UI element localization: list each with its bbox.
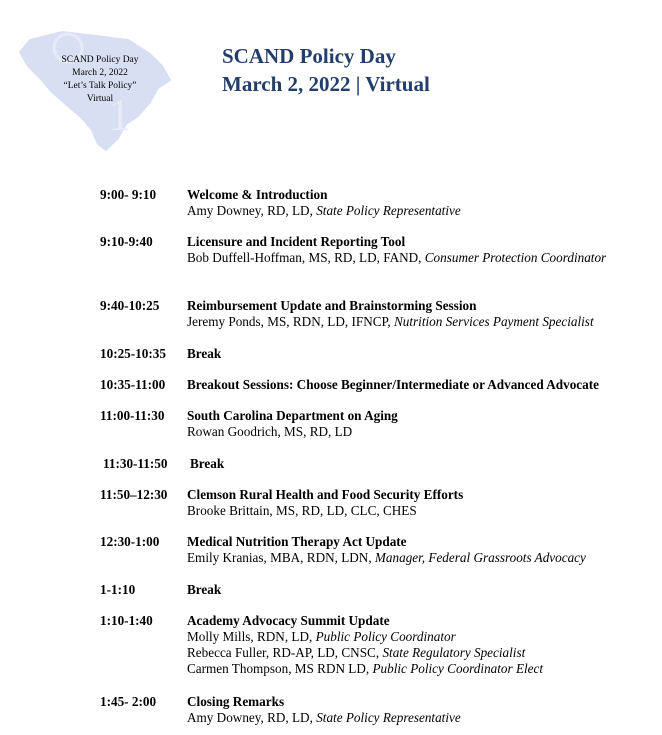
session-title: Medical Nutrition Therapy Act Update — [187, 534, 407, 549]
session-title: Clemson Rural Health and Food Security Efforts — [187, 487, 464, 502]
speaker-role: State Regulatory Specialist — [382, 645, 526, 660]
logo-text — [36, 54, 164, 106]
session-title: Break — [187, 582, 222, 597]
session-title: Break — [190, 456, 225, 471]
page-title: SCAND Policy Day — [222, 44, 396, 68]
agenda-content — [187, 187, 657, 219]
speaker-name: Rowan Goodrich, MS, RD, LD — [187, 424, 353, 439]
session-title: Welcome & Introduction — [187, 187, 328, 202]
logo-line: Virtual — [86, 94, 114, 104]
agenda-content — [187, 408, 657, 440]
agenda-time: 11:50–12:30 — [100, 487, 168, 502]
speaker — [187, 661, 657, 677]
speaker-name: Bob Duffell-Hoffman, MS, RD, LD, FAND, — [187, 250, 425, 265]
speaker — [187, 314, 657, 330]
speaker-role: Nutrition Services Payment Specialist — [394, 314, 594, 329]
agenda-time: 9:40-10:25 — [100, 298, 160, 313]
session-title: Break — [187, 346, 222, 361]
speaker-role: Consumer Protection Coordinator — [424, 250, 607, 265]
event-logo — [10, 18, 180, 158]
speaker-role: State Policy Representative — [316, 710, 461, 725]
agenda-time: 9:10-9:40 — [100, 234, 153, 249]
agenda-content — [187, 487, 657, 519]
speaker-name: Jeremy Ponds, MS, RDN, LD, IFNCP, — [187, 314, 394, 329]
agenda-time: 11:00-11:30 — [100, 408, 165, 423]
speaker-name: Molly Mills, RDN, LD, — [187, 629, 316, 644]
speaker — [187, 710, 657, 726]
agenda-time: 9:00- 9:10 — [100, 187, 157, 202]
session-title: Reimbursement Update and Brainstorming Session — [187, 298, 477, 313]
speaker-name: Amy Downey, RD, LD, — [187, 710, 317, 725]
agenda-time: 12:30-1:00 — [100, 534, 160, 549]
session-title: Licensure and Incident Reporting Tool — [187, 234, 406, 249]
agenda-time: 1:10-1:40 — [100, 613, 153, 628]
speaker-name: Amy Downey, RD, LD, — [187, 203, 317, 218]
speaker-name: Brooke Brittain, MS, RD, LD, CLC, CHES — [187, 503, 417, 518]
speaker — [187, 645, 657, 661]
agenda-time: 11:30-11:50 — [103, 456, 168, 471]
session-title: Breakout Sessions: Choose Beginner/Intermediate or Advanced Advocate — [187, 377, 599, 392]
speaker — [187, 250, 607, 266]
logo-line: SCAND Policy Day — [61, 55, 139, 65]
speaker-name: Carmen Thompson, MS RDN LD, — [187, 661, 373, 676]
agenda-time: 1-1:10 — [100, 582, 136, 597]
agenda-content — [187, 298, 657, 330]
speaker — [187, 629, 657, 645]
agenda-content — [187, 346, 657, 362]
speaker-role: Manager, Federal Grassroots Advocacy — [374, 550, 586, 565]
logo-line: March 2, 2022 — [72, 68, 128, 78]
agenda-content — [187, 613, 657, 677]
speaker-name: Rebecca Fuller, RD-AP, LD, CNSC, — [187, 645, 383, 660]
agenda-content — [190, 456, 660, 472]
speaker-role: State Policy Representative — [316, 203, 461, 218]
speaker-name: Emily Kranias, MBA, RDN, LDN, — [187, 550, 375, 565]
speaker — [187, 424, 657, 440]
agenda-content — [187, 694, 657, 726]
agenda-content — [187, 377, 657, 393]
logo-line: “Let’s Talk Policy” — [63, 81, 137, 91]
agenda-time: 1:45- 2:00 — [100, 694, 157, 709]
speaker — [187, 550, 657, 566]
session-title: Academy Advocacy Summit Update — [187, 613, 390, 628]
speaker — [187, 203, 657, 219]
document-header — [222, 42, 430, 98]
session-title: Closing Remarks — [187, 694, 285, 709]
speaker-role: Public Policy Coordinator Elect — [372, 661, 544, 676]
agenda-time: 10:35-11:00 — [100, 377, 166, 392]
svg-text:1: 1 — [108, 89, 131, 140]
speaker — [187, 503, 657, 519]
agenda-content — [187, 534, 657, 566]
session-title: South Carolina Department on Aging — [187, 408, 398, 423]
agenda-content — [187, 582, 657, 598]
speaker-role: Public Policy Coordinator — [315, 629, 456, 644]
page-subtitle: March 2, 2022 | Virtual — [222, 72, 430, 96]
agenda-time: 10:25-10:35 — [100, 346, 166, 361]
agenda-content — [187, 234, 657, 266]
